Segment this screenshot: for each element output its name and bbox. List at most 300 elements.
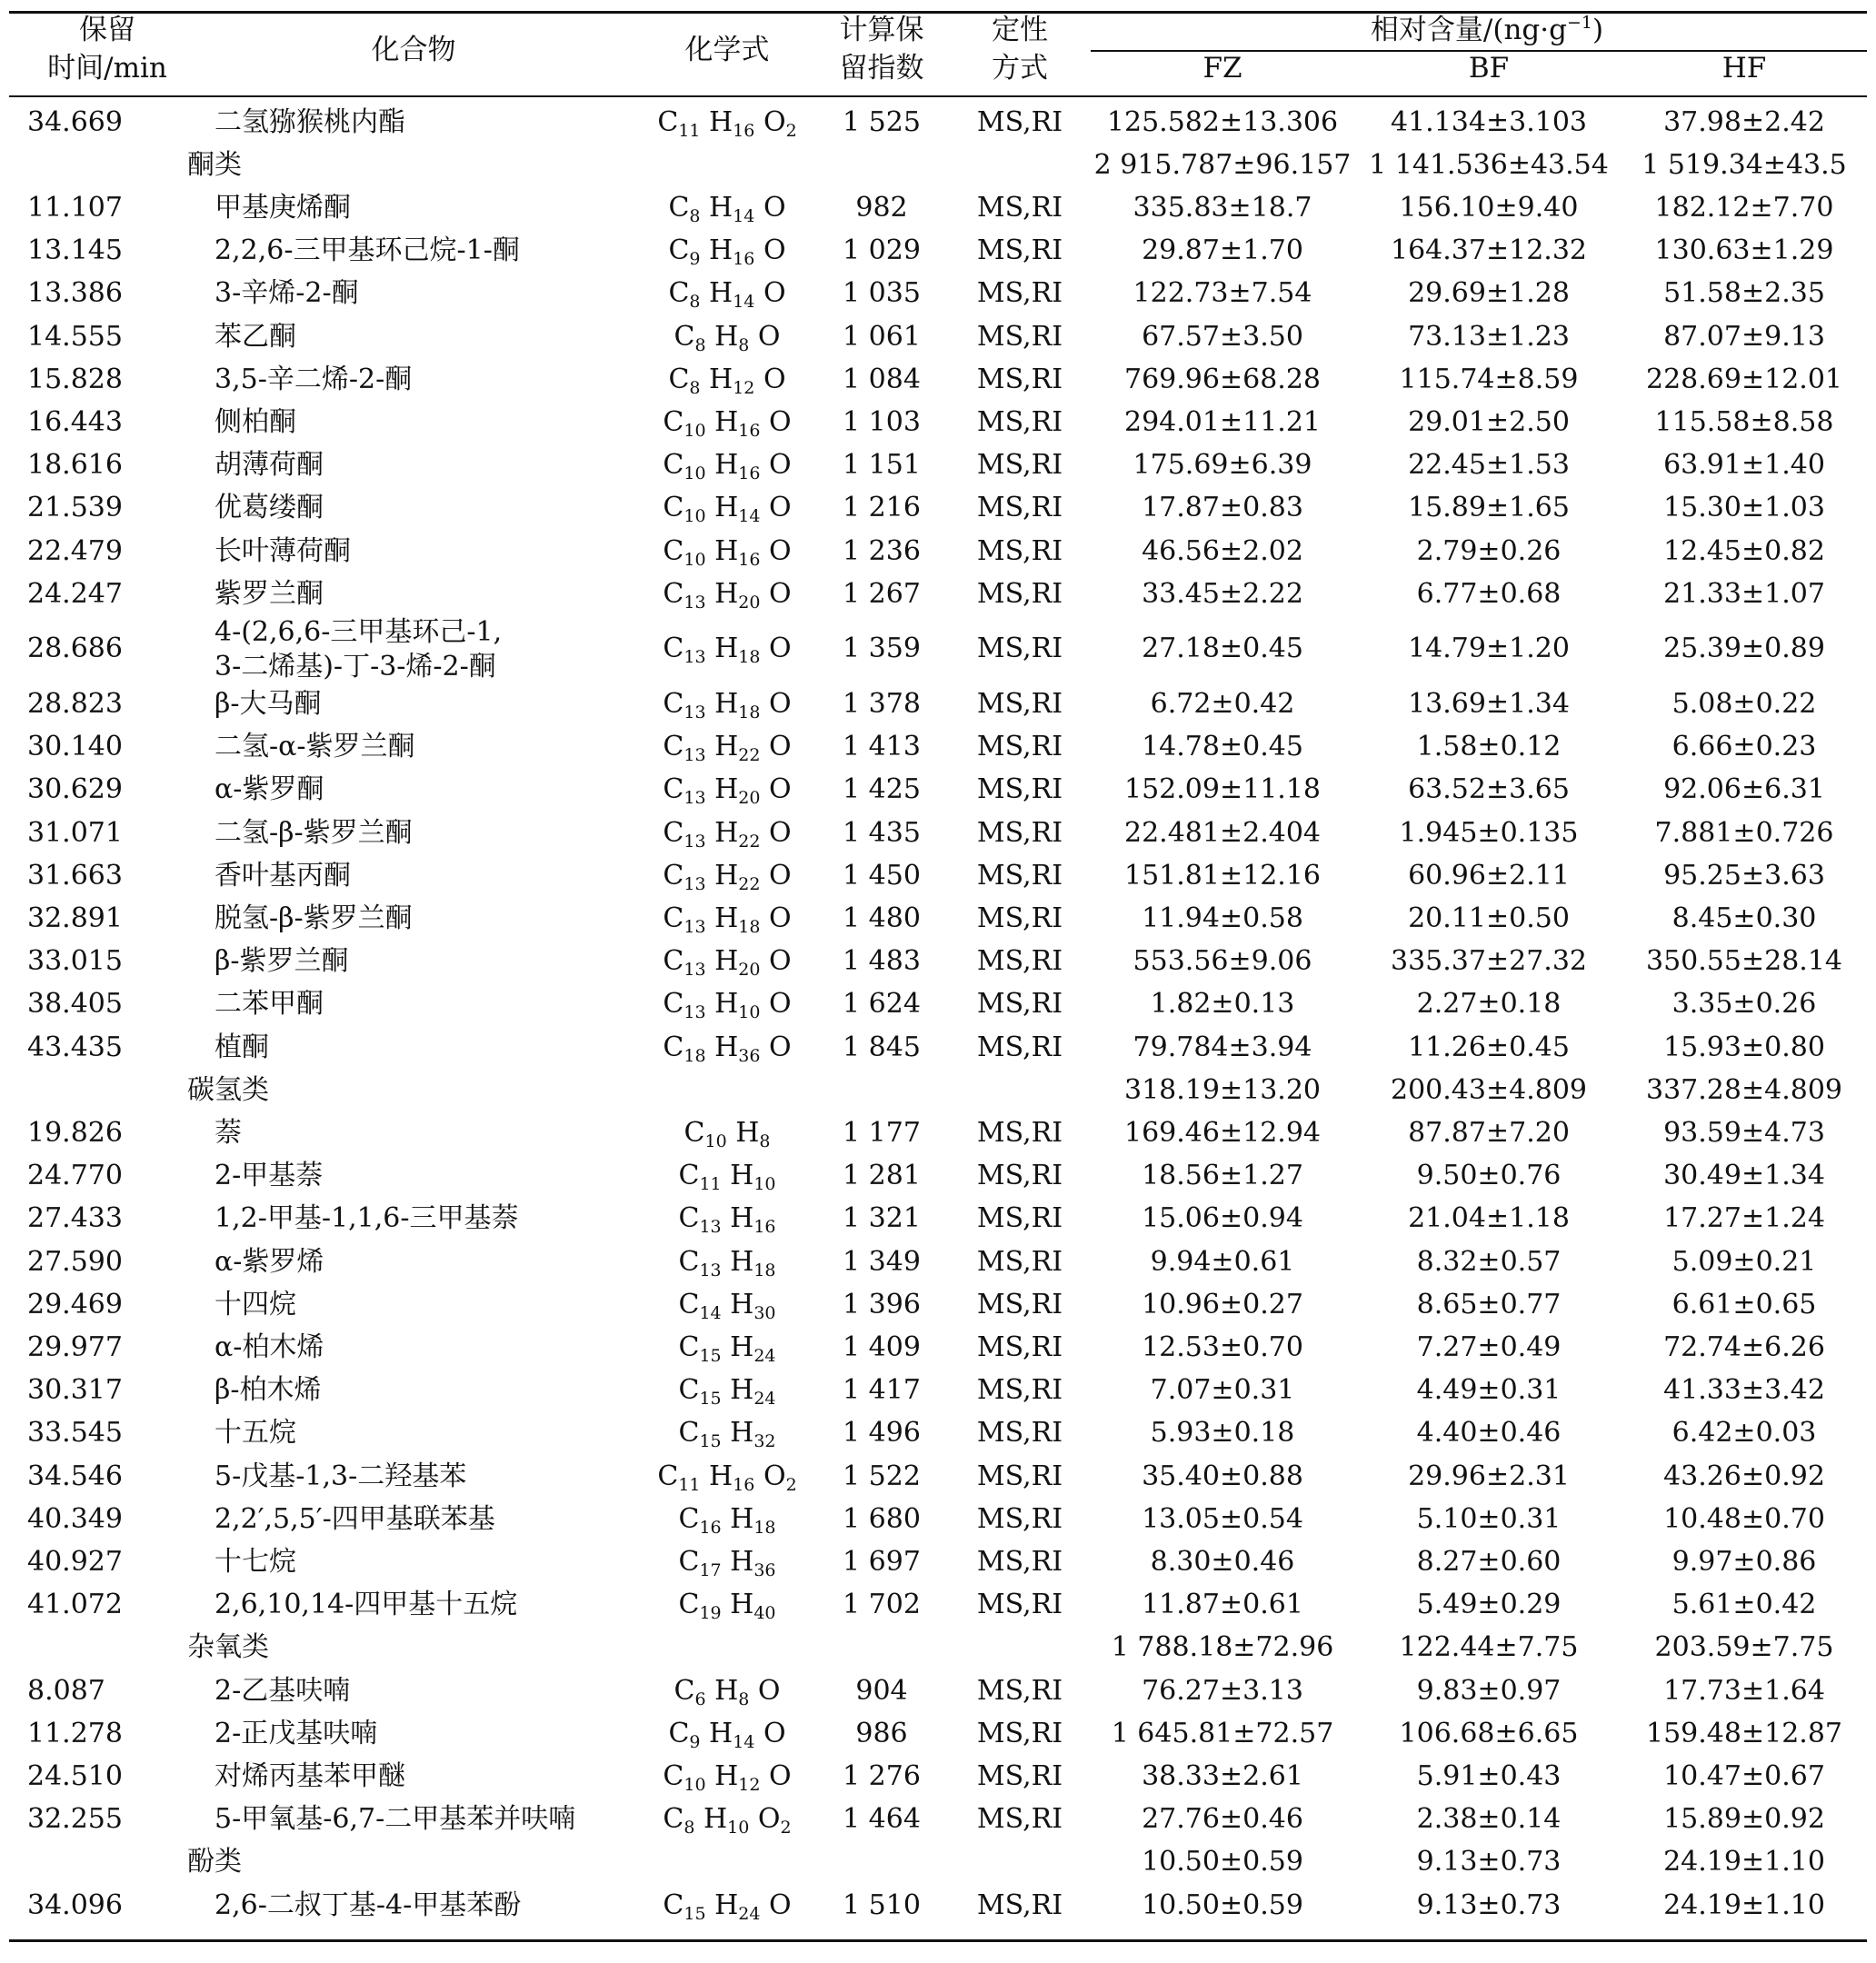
retention-time-cell: 32.891 <box>27 902 123 934</box>
content-hf-cell: 182.12±7.70 <box>1654 192 1834 224</box>
content-hf-cell: 93.59±4.73 <box>1663 1117 1825 1149</box>
header-method-line2: 方式 <box>992 52 1048 85</box>
content-bf-cell: 29.01±2.50 <box>1408 406 1570 438</box>
formula-element: C <box>684 1117 705 1149</box>
formula-subscript: 20 <box>738 960 761 981</box>
compound-name-cell: 十四烷 <box>215 1288 296 1320</box>
content-hf-cell: 87.07±9.13 <box>1663 320 1825 353</box>
retention-index-cell: 1 349 <box>843 1245 921 1278</box>
formula-element: O <box>763 1460 786 1492</box>
compound-name-cell: 1,2-甲基-1,1,6-三甲基萘 <box>215 1202 519 1235</box>
header-fz: FZ <box>1202 52 1242 85</box>
formula-element: H <box>714 902 739 934</box>
formula-element: H <box>709 1460 733 1492</box>
content-bf-cell: 2.27±0.18 <box>1416 988 1562 1021</box>
content-bf-cell: 1.945±0.135 <box>1399 816 1579 849</box>
compound-name-line2: 3-二烯基)-丁-3-烯-2-酮 <box>215 651 496 683</box>
compound-name-cell: 二氢-β-紫罗兰酮 <box>215 816 413 849</box>
header-bottom-rule <box>9 95 1867 97</box>
method-cell: MS,RI <box>976 1546 1063 1578</box>
retention-time-cell: 18.616 <box>27 449 123 482</box>
content-bf-cell: 8.65±0.77 <box>1416 1288 1562 1320</box>
retention-time-cell: 33.545 <box>27 1417 123 1450</box>
formula-element: C <box>678 1331 700 1363</box>
content-fz-cell: 1 788.18±72.96 <box>1111 1631 1334 1664</box>
formula-element: O <box>757 320 781 353</box>
formula-subscript: 13 <box>684 647 706 668</box>
method-cell: MS,RI <box>976 902 1063 934</box>
content-fz-cell: 10.96±0.27 <box>1142 1288 1303 1320</box>
formula-subscript: 14 <box>738 506 761 527</box>
formula-element: C <box>678 1202 700 1235</box>
content-fz-cell: 13.05±0.54 <box>1142 1502 1303 1535</box>
compound-name-cell: 2,6,10,14-四甲基十五烷 <box>215 1589 518 1621</box>
content-bf-cell: 106.68±6.65 <box>1399 1717 1579 1749</box>
formula-element: C <box>663 773 684 806</box>
compound-name-line1: 4-(2,6,6-三甲基环己-1, <box>215 616 503 649</box>
retention-time-cell: 33.015 <box>27 945 123 978</box>
formula-subscript: 30 <box>753 1302 776 1323</box>
retention-index-cell: 1 435 <box>843 816 921 849</box>
content-fz-cell: 12.53±0.70 <box>1142 1331 1303 1363</box>
formula-subscript: 16 <box>699 1517 722 1538</box>
compound-name-cell: 二苯甲酮 <box>215 988 324 1021</box>
formula-subscript: 24 <box>738 1903 761 1924</box>
formula-element: H <box>730 1589 754 1621</box>
content-bf-cell: 13.69±1.34 <box>1408 688 1570 720</box>
content-hf-cell: 350.55±28.14 <box>1646 945 1842 978</box>
formula-subscript: 16 <box>733 249 755 270</box>
content-bf-cell: 164.37±12.32 <box>1391 234 1587 267</box>
formula-cell <box>663 689 791 720</box>
formula-subscript: 18 <box>684 1045 706 1066</box>
retention-time-cell: 11.278 <box>27 1717 123 1749</box>
formula-cell <box>663 1760 792 1795</box>
compound-name-cell: 苯乙酮 <box>215 320 296 353</box>
formula-cell <box>663 633 792 668</box>
content-hf-cell: 63.91±1.40 <box>1663 449 1825 482</box>
formula-element: C <box>674 1674 695 1707</box>
content-fz-cell: 6.72±0.42 <box>1150 688 1295 720</box>
method-cell: MS,RI <box>976 406 1063 438</box>
method-cell: MS,RI <box>976 320 1063 353</box>
content-fz-cell: 22.481±2.404 <box>1124 816 1321 849</box>
compound-name-cell: 5-戊基-1,3-二羟基苯 <box>215 1460 467 1492</box>
retention-index-cell: 1 417 <box>843 1374 921 1407</box>
formula-element: H <box>709 1717 733 1749</box>
content-hf-cell: 17.27±1.24 <box>1663 1202 1825 1235</box>
method-cell: MS,RI <box>976 1803 1063 1836</box>
retention-time-cell: 28.686 <box>27 633 123 665</box>
content-bf-cell: 156.10±9.40 <box>1399 192 1579 224</box>
content-hf-cell: 5.61±0.42 <box>1671 1589 1817 1621</box>
formula-cell <box>668 277 786 313</box>
formula-element: H <box>714 731 739 763</box>
content-fz-cell: 1.82±0.13 <box>1150 988 1295 1021</box>
content-fz-cell: 9.94±0.61 <box>1150 1245 1295 1278</box>
formula-subscript: 14 <box>733 292 755 313</box>
content-hf-cell: 159.48±12.87 <box>1646 1717 1842 1749</box>
method-cell: MS,RI <box>976 1202 1063 1235</box>
retention-index-cell: 1 480 <box>843 902 921 934</box>
content-bf-cell: 9.83±0.97 <box>1416 1674 1562 1707</box>
formula-subscript: 10 <box>684 421 706 441</box>
content-bf-cell: 2.79±0.26 <box>1416 534 1562 567</box>
content-hf-cell: 130.63±1.29 <box>1654 234 1834 267</box>
formula-subscript: 13 <box>684 788 706 809</box>
formula-subscript: 13 <box>684 592 706 613</box>
formula-cell <box>674 1676 780 1707</box>
formula-subscript: 22 <box>738 831 761 852</box>
retention-time-cell: 41.072 <box>27 1589 123 1621</box>
content-hf-cell: 10.48±0.70 <box>1663 1502 1825 1535</box>
retention-index-cell: 1 035 <box>843 277 921 310</box>
formula-cell <box>657 105 797 141</box>
formula-subscript: 32 <box>753 1431 776 1452</box>
content-bf-cell: 29.69±1.28 <box>1408 277 1570 310</box>
retention-time-cell: 15.828 <box>27 363 123 395</box>
content-fz-cell: 125.582±13.306 <box>1106 105 1339 138</box>
compound-name-cell: 香叶基丙酮 <box>215 859 351 892</box>
formula-element: O <box>769 1031 792 1063</box>
retention-time-cell: 34.096 <box>27 1888 123 1921</box>
content-fz-cell: 769.96±68.28 <box>1124 363 1321 395</box>
content-fz-cell: 335.83±18.7 <box>1133 192 1312 224</box>
content-fz-cell: 122.73±7.54 <box>1133 277 1312 310</box>
formula-element: H <box>714 492 739 524</box>
formula-subscript: 24 <box>753 1346 776 1366</box>
formula-element: C <box>668 192 690 224</box>
retention-time-cell: 29.977 <box>27 1331 123 1363</box>
formula-subscript: 8 <box>759 1131 771 1151</box>
compound-name-cell: 2-甲基萘 <box>215 1160 324 1192</box>
method-cell: MS,RI <box>976 192 1063 224</box>
formula-element: C <box>668 1717 690 1749</box>
formula-element: H <box>730 1417 754 1450</box>
formula-subscript: 13 <box>684 1002 706 1023</box>
formula-element: O <box>769 902 792 934</box>
compound-name-cell: α-紫罗酮 <box>215 773 324 806</box>
retention-index-cell: 1 522 <box>843 1460 921 1492</box>
compound-name-cell: 十五烷 <box>215 1417 296 1450</box>
formula-element: C <box>663 1031 684 1063</box>
method-cell: MS,RI <box>976 449 1063 482</box>
formula-subscript: 2 <box>785 120 797 141</box>
formula-element: H <box>709 192 733 224</box>
formula-element: H <box>714 1674 739 1707</box>
header-formula: 化学式 <box>684 34 770 66</box>
content-fz-cell: 10.50±0.59 <box>1142 1846 1303 1878</box>
content-fz-cell: 2 915.787±96.157 <box>1093 148 1352 181</box>
retention-time-cell: 34.546 <box>27 1460 123 1492</box>
header-ri-line2: 留指数 <box>839 52 924 85</box>
formula-element: C <box>668 234 690 267</box>
retention-time-cell: 30.629 <box>27 773 123 806</box>
retention-index-cell: 1 496 <box>843 1417 921 1450</box>
content-hf-cell: 228.69±12.01 <box>1646 363 1842 395</box>
formula-cell <box>668 363 786 398</box>
formula-element: H <box>709 234 733 267</box>
formula-cell <box>663 988 792 1023</box>
header-content-text: 相对含量/(ng·g <box>1370 14 1567 46</box>
formula-subscript: 16 <box>738 463 761 484</box>
formula-element: C <box>663 859 684 892</box>
content-bf-cell: 6.77±0.68 <box>1416 577 1562 610</box>
compound-name-cell: 2-乙基呋喃 <box>215 1674 351 1707</box>
formula-element: H <box>709 363 733 395</box>
formula-element: C <box>663 945 684 978</box>
formula-element: H <box>714 773 739 806</box>
formula-element: C <box>657 105 679 138</box>
formula-cell <box>668 1717 786 1752</box>
retention-index-cell: 1 510 <box>843 1888 921 1921</box>
retention-index-cell: 1 425 <box>843 773 921 806</box>
retention-time-cell: 30.140 <box>27 731 123 763</box>
formula-element: H <box>714 945 739 978</box>
formula-element: C <box>663 902 684 934</box>
formula-cell <box>678 1331 776 1366</box>
content-hf-cell: 9.97±0.86 <box>1671 1546 1817 1578</box>
formula-element: O <box>769 988 792 1021</box>
content-hf-cell: 25.39±0.89 <box>1663 633 1825 665</box>
formula-subscript: 10 <box>684 1775 706 1795</box>
formula-subscript: 20 <box>738 788 761 809</box>
formula-subscript: 14 <box>699 1302 722 1323</box>
content-fz-cell: 27.76±0.46 <box>1142 1803 1303 1836</box>
formula-element: C <box>668 363 690 395</box>
formula-element: H <box>704 1803 728 1836</box>
formula-subscript: 15 <box>699 1346 722 1366</box>
content-bf-cell: 87.87±7.20 <box>1408 1117 1570 1149</box>
content-fz-cell: 15.06±0.94 <box>1142 1202 1303 1235</box>
formula-element: C <box>663 534 684 567</box>
content-bf-cell: 1 141.536±43.54 <box>1369 148 1609 181</box>
formula-subscript: 8 <box>738 1689 750 1709</box>
formula-element: O <box>769 577 792 610</box>
compound-name-cell: α-紫罗烯 <box>215 1245 324 1278</box>
formula-element: O <box>769 731 792 763</box>
method-cell: MS,RI <box>976 234 1063 267</box>
content-hf-cell: 15.89±0.92 <box>1663 1803 1825 1836</box>
retention-index-cell: 982 <box>855 192 908 224</box>
formula-element: H <box>714 633 739 665</box>
retention-time-cell: 8.087 <box>27 1674 105 1707</box>
formula-element: O <box>769 406 792 438</box>
retention-index-cell: 1 321 <box>843 1202 921 1235</box>
formula-element: H <box>730 1502 754 1535</box>
formula-element: O <box>757 1803 781 1836</box>
content-bf-cell: 7.27±0.49 <box>1416 1331 1562 1363</box>
formula-subscript: 2 <box>785 1474 797 1495</box>
method-cell: MS,RI <box>976 363 1063 395</box>
method-cell: MS,RI <box>976 1160 1063 1192</box>
content-hf-cell: 10.47±0.67 <box>1663 1760 1825 1792</box>
formula-element: C <box>663 731 684 763</box>
content-hf-cell: 3.35±0.26 <box>1671 988 1817 1021</box>
table-bottom-rule <box>9 1939 1867 1942</box>
retention-index-cell: 1 103 <box>843 406 921 438</box>
compound-name-cell: 优葛缕酮 <box>215 492 324 524</box>
compound-name-cell: 3,5-辛二烯-2-酮 <box>215 363 413 395</box>
header-content-exponent: −1 <box>1566 13 1592 33</box>
content-hf-cell: 6.61±0.65 <box>1671 1288 1817 1320</box>
formula-cell <box>663 406 792 441</box>
formula-element: H <box>730 1245 754 1278</box>
formula-element: H <box>730 1288 754 1320</box>
retention-time-cell: 14.555 <box>27 320 123 353</box>
formula-element: O <box>769 688 792 720</box>
formula-cell <box>678 1589 776 1624</box>
retention-time-cell: 16.443 <box>27 406 123 438</box>
method-cell: MS,RI <box>976 859 1063 892</box>
formula-element: C <box>663 1803 684 1836</box>
retention-index-cell: 1 845 <box>843 1031 921 1063</box>
retention-time-cell: 24.770 <box>27 1160 123 1192</box>
retention-time-cell: 31.071 <box>27 816 123 849</box>
formula-element: O <box>769 449 792 482</box>
formula-subscript: 18 <box>738 702 761 722</box>
formula-element: C <box>663 688 684 720</box>
formula-element: O <box>763 105 786 138</box>
retention-time-cell: 38.405 <box>27 988 123 1021</box>
content-bf-cell: 9.13±0.73 <box>1416 1846 1562 1878</box>
content-fz-cell: 11.94±0.58 <box>1142 902 1303 934</box>
formula-cell <box>668 193 785 224</box>
content-hf-cell: 17.73±1.64 <box>1663 1674 1825 1707</box>
formula-element: H <box>714 534 739 567</box>
retention-index-cell: 1 464 <box>843 1803 921 1836</box>
formula-subscript: 22 <box>738 745 761 766</box>
retention-time-cell: 21.539 <box>27 492 123 524</box>
formula-element: C <box>678 1546 700 1578</box>
formula-subscript: 8 <box>689 377 701 398</box>
formula-element: C <box>678 1160 700 1192</box>
content-hf-cell: 43.26±0.92 <box>1663 1460 1825 1492</box>
formula-element: O <box>769 945 792 978</box>
content-hf-cell: 337.28±4.809 <box>1646 1073 1842 1106</box>
content-fz-cell: 35.40±0.88 <box>1142 1460 1303 1492</box>
formula-element: C <box>663 1888 684 1921</box>
method-cell: MS,RI <box>976 105 1063 138</box>
formula-cell <box>663 1888 792 1924</box>
retention-time-cell: 28.823 <box>27 688 123 720</box>
formula-element: H <box>730 1331 754 1363</box>
method-cell: MS,RI <box>976 633 1063 665</box>
method-cell: MS,RI <box>976 492 1063 524</box>
content-hf-cell: 37.98±2.42 <box>1663 105 1825 138</box>
method-cell: MS,RI <box>976 1888 1063 1921</box>
formula-element: C <box>657 1460 679 1492</box>
content-bf-cell: 122.44±7.75 <box>1399 1631 1579 1664</box>
formula-element: O <box>769 816 792 849</box>
retention-index-cell: 1 359 <box>843 633 921 665</box>
compound-name-cell: 5-甲氧基-6,7-二甲基苯并呋喃 <box>215 1803 576 1836</box>
method-cell: MS,RI <box>976 1460 1063 1492</box>
formula-subscript: 10 <box>704 1131 727 1151</box>
formula-element: O <box>763 277 786 310</box>
retention-index-cell: 1 281 <box>843 1160 921 1192</box>
formula-element: C <box>678 1288 700 1320</box>
content-fz-cell: 10.50±0.59 <box>1142 1888 1303 1921</box>
compound-name-cell: 植酮 <box>215 1031 269 1063</box>
formula-subscript: 24 <box>753 1389 776 1410</box>
formula-subscript: 14 <box>733 1731 755 1752</box>
content-bf-cell: 115.74±8.59 <box>1399 363 1579 395</box>
formula-cell <box>674 322 780 353</box>
formula-subscript: 10 <box>684 549 706 570</box>
retention-time-cell: 31.663 <box>27 859 123 892</box>
compound-name-cell: 2,2,6-三甲基环己烷-1-酮 <box>215 234 520 267</box>
content-fz-cell: 7.07±0.31 <box>1150 1374 1295 1407</box>
formula-cell <box>663 1803 792 1838</box>
formula-element: C <box>663 449 684 482</box>
content-fz-cell: 29.87±1.70 <box>1142 234 1303 267</box>
content-hf-cell: 5.08±0.22 <box>1671 688 1817 720</box>
compound-name-cell: β-大马酮 <box>215 688 322 720</box>
content-bf-cell: 20.11±0.50 <box>1408 902 1570 934</box>
retention-time-cell: 24.510 <box>27 1760 123 1792</box>
formula-element: H <box>714 1031 739 1063</box>
formula-cell <box>678 1247 775 1278</box>
method-cell: MS,RI <box>976 277 1063 310</box>
method-cell: MS,RI <box>976 534 1063 567</box>
retention-index-cell: 1 697 <box>843 1546 921 1578</box>
retention-index-cell: 1 680 <box>843 1502 921 1535</box>
compound-name-cell: 2-正戊基呋喃 <box>215 1717 378 1749</box>
formula-cell <box>663 731 792 766</box>
formula-subscript: 11 <box>699 1174 722 1195</box>
formula-cell <box>678 1374 776 1410</box>
retention-index-cell: 1 450 <box>843 859 921 892</box>
content-bf-cell: 29.96±2.31 <box>1408 1460 1570 1492</box>
compound-name-cell: 萘 <box>215 1117 242 1149</box>
content-fz-cell: 38.33±2.61 <box>1142 1760 1303 1792</box>
formula-subscript: 36 <box>738 1045 761 1066</box>
formula-element: C <box>663 816 684 849</box>
compound-name-cell: 脱氢-β-紫罗兰酮 <box>215 902 413 934</box>
method-cell: MS,RI <box>976 1717 1063 1749</box>
formula-subscript: 8 <box>738 334 750 355</box>
content-bf-cell: 200.43±4.809 <box>1391 1073 1587 1106</box>
retention-index-cell: 1 177 <box>843 1117 921 1149</box>
formula-subscript: 13 <box>699 1260 722 1280</box>
retention-time-cell: 40.349 <box>27 1502 123 1535</box>
content-bf-cell: 5.91±0.43 <box>1416 1760 1562 1792</box>
formula-element: C <box>678 1374 700 1407</box>
formula-cell <box>663 534 792 570</box>
content-fz-cell: 33.45±2.22 <box>1142 577 1303 610</box>
retention-index-cell: 1 276 <box>843 1760 921 1792</box>
formula-element: C <box>678 1417 700 1450</box>
formula-subscript: 6 <box>694 1689 706 1709</box>
method-cell: MS,RI <box>976 1245 1063 1278</box>
retention-index-cell: 1 409 <box>843 1331 921 1363</box>
content-hf-cell: 72.74±6.26 <box>1663 1331 1825 1363</box>
content-hf-cell: 15.93±0.80 <box>1663 1031 1825 1063</box>
formula-subscript: 12 <box>733 377 755 398</box>
formula-element: O <box>769 534 792 567</box>
header-compound: 化合物 <box>371 34 456 66</box>
method-cell: MS,RI <box>976 1117 1063 1149</box>
content-fz-cell: 8.30±0.46 <box>1150 1546 1295 1578</box>
content-hf-cell: 1 519.34±43.5 <box>1642 148 1847 181</box>
formula-subscript: 11 <box>678 1474 701 1495</box>
content-bf-cell: 15.89±1.65 <box>1408 492 1570 524</box>
retention-index-cell: 1 525 <box>843 105 921 138</box>
retention-time-cell: 32.255 <box>27 1803 123 1836</box>
content-fz-cell: 17.87±0.83 <box>1142 492 1303 524</box>
content-fz-cell: 152.09±11.18 <box>1124 773 1321 806</box>
